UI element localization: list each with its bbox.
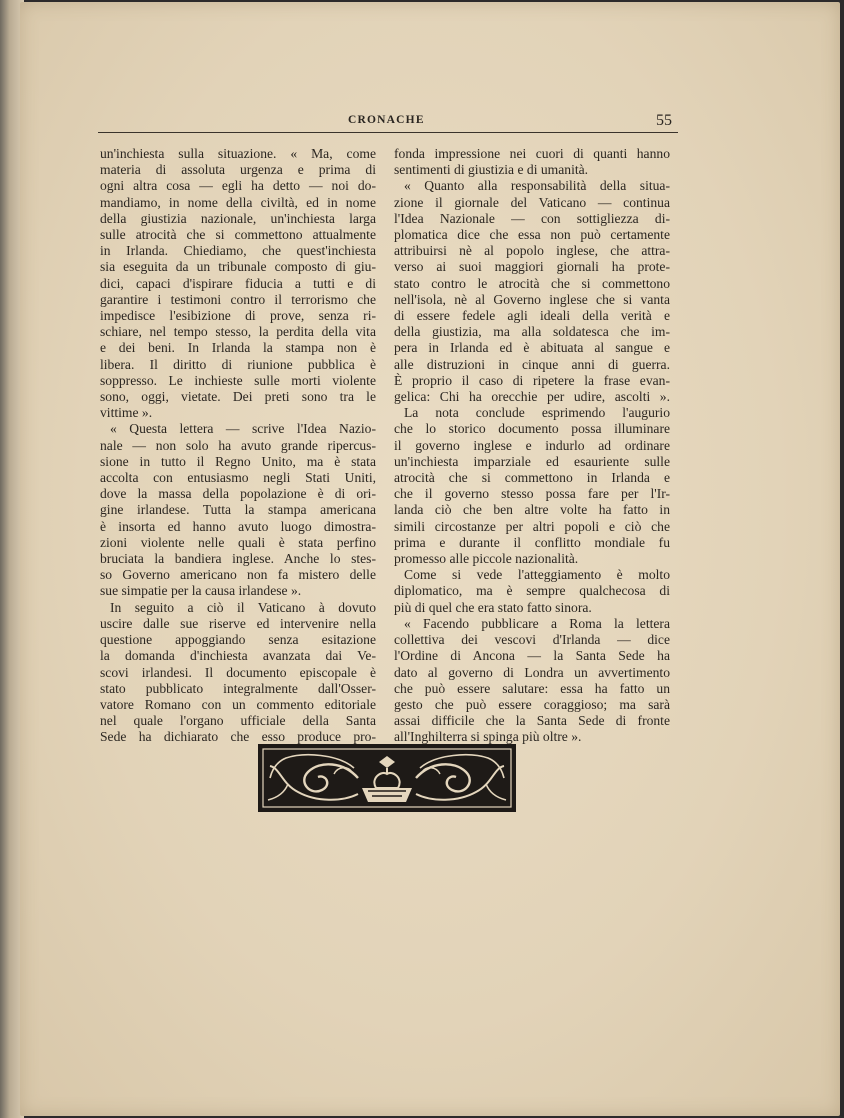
text-line: collettiva dei vescovi d'Irlanda — dice [394, 632, 670, 648]
text-line: La nota conclude esprimendo l'augurio [404, 405, 670, 421]
text-line: promesso alle piccole nazionalità. [394, 551, 579, 567]
text-line: sulle atrocità che si commettono attualmente [100, 227, 376, 243]
text-line: Come si vede l'atteggiamento è molto [404, 567, 670, 583]
text-line: « Questa lettera — scrive l'Idea Nazio- [110, 421, 376, 437]
text-line: mandiamo, in nome della civiltà, ed in nome [100, 194, 376, 210]
running-head: CRONACHE [348, 114, 425, 126]
text-line: landa ciò che ben altre volte ha fatto in [394, 502, 670, 518]
text-line: sentimenti di giustizia e di umanità. [394, 162, 589, 178]
text-line: prima e durante il conflitto mondiale fu [394, 534, 670, 550]
text-line: un'inchiesta sulla situazione. « Ma, come [100, 146, 376, 161]
page-number: 55 [656, 112, 672, 129]
text-line: attribuirsi nè al popolo inglese, che attra- [394, 243, 670, 259]
text-line: verso ai suoi maggiori giornali ha prote- [394, 259, 670, 275]
text-line: simili circostanze per altri popoli e ciò che [394, 518, 670, 534]
text-line: stato pubblicato integralmente dall'Osser- [100, 680, 376, 696]
text-line: plomatica dice che essa non può certamente [394, 227, 670, 243]
text-line: assai difficile che la Santa Sede di fronte [394, 713, 670, 729]
text-line: la domanda d'inchiesta avanzata dai Ve- [100, 648, 376, 664]
text-line: che lo storico documento possa illuminare [394, 421, 670, 437]
text-line: stato contro le atrocità che si commettono [394, 275, 670, 291]
text-line: all'Inghilterra si spinga più oltre ». [394, 729, 582, 745]
text-line: è insorta ed hanno avuto luogo dimostra- [100, 518, 376, 534]
right-text-column [394, 146, 670, 746]
text-line: atrocità che si commettono in Irlanda e [394, 470, 670, 486]
text-line: pera in Irlanda ed è abituata al sangue e [394, 340, 670, 356]
text-line: che può essere salutare: essa ha fatto un [394, 680, 670, 696]
text-line: bruciata la bandiera inglese. Anche lo stes- [100, 551, 376, 567]
left-text-column [100, 146, 376, 746]
text-line: e dei beni. In Irlanda la stampa non è [100, 340, 376, 356]
text-line: garantire i testimoni contro il terrorismo che [100, 291, 376, 307]
text-line: sione in tutto il Regno Unito, ma è stata [100, 453, 376, 469]
text-line: dici, capaci d'ispirare fiducia a tutti e di [100, 275, 376, 291]
text-line: questione appoggiando senza esitazione [100, 632, 376, 648]
text-line: so Governo americano non fa mistero delle [100, 567, 376, 583]
text-line: dove la massa della popolazione è di ori- [100, 486, 376, 502]
text-line: l'Idea Nazionale — con sottigliezza di- [394, 210, 670, 226]
text-line: soppresso. Le inchieste sulle morti violente [100, 372, 376, 388]
text-line: gesto che può essere coraggioso; ma sarà [394, 696, 670, 712]
decorative-vignette-ornament [258, 744, 516, 812]
text-line: gine irlandese. Tutta la stampa americana [100, 502, 376, 518]
text-line: sue simpatie per la causa irlandese ». [100, 583, 302, 599]
text-line: libera. Il diritto di riunione pubblica è [100, 356, 376, 372]
text-line: Sede ha dichiarato che esso produce pro- [100, 729, 376, 745]
text-line: in Irlanda. Chiediamo, che quest'inchiesta [100, 243, 376, 259]
text-line: fonda impressione nei cuori di quanti hanno [394, 146, 670, 161]
text-line: nale — non solo ha avuto grande ripercus- [100, 437, 376, 453]
text-line: di essere fedele agli ideali della verità e [394, 308, 670, 324]
text-line: materia di assoluta urgenza e prima di [100, 162, 376, 178]
text-line: dato al governo di Londra un avvertimento [394, 664, 670, 680]
text-line: nel quale l'organo ufficiale della Santa [100, 713, 376, 729]
text-line: accolta con entusiasmo negli Stati Uniti, [100, 470, 376, 486]
text-line: vatore Romano con un commento editoriale [100, 696, 376, 712]
text-line: che il governo stesso possa fare per l'Ir- [394, 486, 670, 502]
text-line: zioni violente nelle quali è stata perfino [100, 534, 376, 550]
text-line: scovi irlandesi. Il documento episcopale è [100, 664, 376, 680]
text-line: nell'isola, nè al Governo inglese che si vanta [394, 291, 670, 307]
text-line: l'Ordine di Ancona — la Santa Sede ha [394, 648, 670, 664]
text-line: impedisce l'esibizione di prove, senza ri- [100, 308, 376, 324]
text-line: della giustizia, ma alla soldatesca che im- [394, 324, 670, 340]
text-line: ogni altra cosa — egli ha detto — noi do- [100, 178, 376, 194]
text-line: zione il giornale del Vaticano — continua [394, 194, 670, 210]
text-line: « Facendo pubblicare a Roma la lettera [404, 615, 670, 631]
text-line: alle distruzioni in cinque anni di guerra. [394, 356, 670, 372]
page-header [98, 112, 678, 132]
text-line: più di quel che era stato fatto sinora. [394, 599, 592, 615]
text-line: della giustizia nazionale, un'inchiesta larga [100, 210, 376, 226]
text-line: sia eseguita da un tribunale composto di giu- [100, 259, 376, 275]
text-line: il governo inglese e indurlo ad ordinare [394, 437, 670, 453]
text-line: schiare, nel tempo stesso, la perdita della vita [100, 324, 376, 340]
text-line: gelica: Chi ha orecchie per udire, ascolti ». [394, 389, 670, 405]
text-line: diplomatico, ma è sempre qualchecosa di [394, 583, 670, 599]
text-line: « Quanto alla responsabilità della situa- [404, 178, 670, 194]
header-rule [98, 132, 678, 133]
text-line: In seguito a ciò il Vaticano à dovuto [110, 599, 376, 615]
text-line: È proprio il caso di ripetere la frase evan- [394, 372, 670, 388]
text-line: sono, oggi, vietate. Dei preti sono tra le [100, 389, 376, 405]
text-line: un'inchiesta imparziale ed esauriente sulle [394, 453, 670, 469]
text-line: uscire dalle sue riserve ed intervenire nella [100, 615, 376, 631]
text-line: vittime ». [100, 405, 153, 421]
